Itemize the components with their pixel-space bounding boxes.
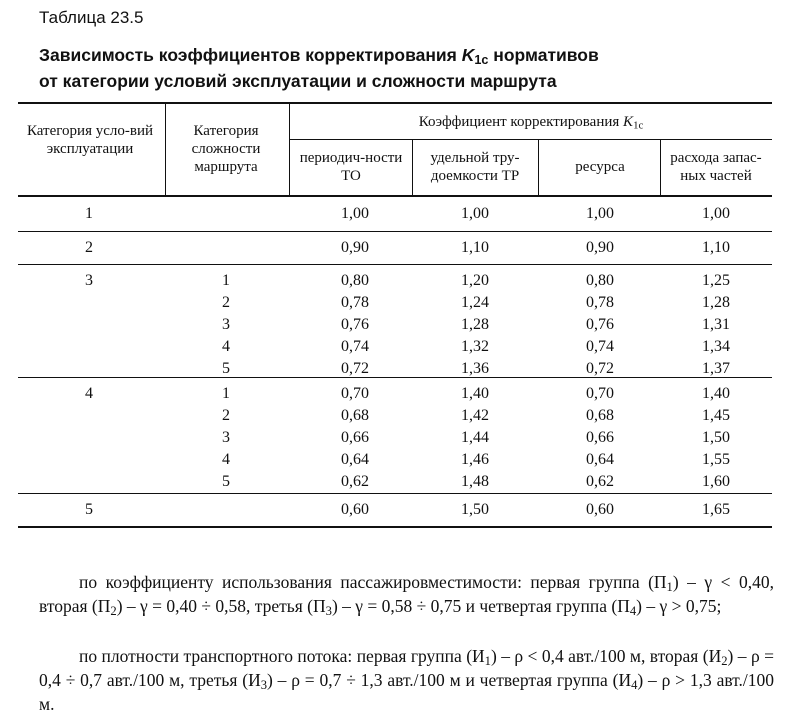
para2-sub-3: 3 — [260, 678, 268, 693]
cell-spare-parts: 1,37 — [702, 360, 730, 377]
cell-spare-parts: 1,40 — [702, 385, 730, 402]
cell-repair-labor: 1,40 — [461, 385, 489, 402]
cell-resource: 0,68 — [586, 407, 614, 424]
cell-resource: 0,80 — [586, 272, 614, 289]
cell-maintenance-frequency: 1,00 — [341, 205, 369, 222]
cell-repair-labor: 1,28 — [461, 316, 489, 333]
row-separator-4 — [18, 493, 772, 494]
header-group-text: Коэффициент корректирования — [418, 114, 624, 130]
cell-repair-labor: 1,32 — [461, 338, 489, 355]
cell-resource: 0,66 — [586, 429, 614, 446]
header-bottom-rule — [18, 195, 772, 197]
cell-resource: 0,60 — [586, 501, 614, 518]
header-spare-parts: расхода запас-ных частей — [670, 150, 762, 184]
cell-resource: 0,90 — [586, 239, 614, 256]
para2-sub-1: 1 — [484, 654, 491, 669]
cell-repair-labor: 1,10 — [461, 239, 489, 256]
cell-operating-category: 3 — [85, 272, 93, 289]
cell-maintenance-frequency: 0,62 — [341, 473, 369, 490]
para1-sub-1: 1 — [666, 580, 673, 595]
para1-text-5: ) – γ > 0,75; — [636, 596, 722, 616]
cell-route-complexity: 1 — [222, 272, 230, 289]
cell-repair-labor: 1,20 — [461, 272, 489, 289]
cell-resource: 0,78 — [586, 294, 614, 311]
cell-route-complexity: 3 — [222, 429, 230, 446]
cell-maintenance-frequency: 0,66 — [341, 429, 369, 446]
cell-resource: 0,62 — [586, 473, 614, 490]
cell-repair-labor: 1,46 — [461, 451, 489, 468]
cell-operating-category: 4 — [85, 385, 93, 402]
cell-maintenance-frequency: 0,60 — [341, 501, 369, 518]
cell-spare-parts: 1,45 — [702, 407, 730, 424]
cell-repair-labor: 1,48 — [461, 473, 489, 490]
cell-repair-labor: 1,42 — [461, 407, 489, 424]
cell-maintenance-frequency: 0,90 — [341, 239, 369, 256]
para1-sub-2: 2 — [110, 604, 117, 619]
cell-spare-parts: 1,28 — [702, 294, 730, 311]
cell-route-complexity: 1 — [222, 385, 230, 402]
cell-maintenance-frequency: 0,72 — [341, 360, 369, 377]
paragraph-capacity-groups — [39, 570, 774, 618]
para1-sub-4: 4 — [629, 604, 637, 619]
title-k-symbol: K — [461, 45, 475, 65]
para1-text-4: ) – γ = 0,58 ÷ 0,75 и четвертая группа (П — [331, 596, 630, 616]
cell-maintenance-frequency: 0,64 — [341, 451, 369, 468]
para2-text-2: ) – ρ < 0,4 авт./100 м, вторая (И — [490, 646, 722, 666]
cell-spare-parts: 1,34 — [702, 338, 730, 355]
title-line2: от категории условий эксплуатации и сложности маршрута — [39, 71, 557, 91]
cell-spare-parts: 1,10 — [702, 239, 730, 256]
cell-resource: 0,76 — [586, 316, 614, 333]
para2-sub-2: 2 — [721, 654, 728, 669]
cell-operating-category: 2 — [85, 239, 93, 256]
cell-maintenance-frequency: 0,78 — [341, 294, 369, 311]
para1-sub-3: 3 — [325, 604, 332, 619]
title-k-subscript: 1c — [474, 53, 489, 68]
cell-operating-category: 1 — [85, 205, 93, 222]
cell-resource: 1,00 — [586, 205, 614, 222]
cell-resource: 0,74 — [586, 338, 614, 355]
cell-maintenance-frequency: 0,68 — [341, 407, 369, 424]
header-resource: ресурса — [575, 159, 625, 175]
header-operating-category: Категория усло-вий эксплуатации — [26, 123, 154, 157]
cell-repair-labor: 1,44 — [461, 429, 489, 446]
cell-route-complexity: 5 — [222, 360, 230, 377]
para1-text-1: по коэффициенту использования пассажировместимости: первая группа (П — [79, 572, 667, 592]
header-maintenance-frequency: периодич-ности ТО — [299, 150, 403, 184]
title-line1-text: Зависимость коэффициентов корректирования — [39, 45, 462, 65]
table-top-rule — [18, 102, 772, 104]
table-caption: Таблица 23.5 — [39, 8, 144, 27]
paragraph-traffic-density-groups — [39, 644, 774, 716]
cell-spare-parts: 1,25 — [702, 272, 730, 289]
header-divider-4 — [538, 140, 539, 196]
header-divider-3 — [412, 140, 413, 196]
cell-resource: 0,72 — [586, 360, 614, 377]
group-header-rule — [289, 139, 772, 140]
cell-operating-category: 5 — [85, 501, 93, 518]
cell-route-complexity: 4 — [222, 451, 230, 468]
para2-text-1: по плотности транспортного потока: первая группа (И — [79, 646, 485, 666]
row-separator-2 — [18, 264, 772, 265]
cell-spare-parts: 1,00 — [702, 205, 730, 222]
row-separator-1 — [18, 231, 772, 232]
header-divider-1 — [165, 103, 166, 196]
table-bottom-rule — [18, 526, 772, 528]
cell-maintenance-frequency: 0,74 — [341, 338, 369, 355]
cell-route-complexity: 5 — [222, 473, 230, 490]
para1-text-3: ) – γ = 0,40 ÷ 0,58, третья (П — [116, 596, 326, 616]
title-line1-end: нормативов — [488, 45, 599, 65]
cell-spare-parts: 1,60 — [702, 473, 730, 490]
cell-resource: 0,70 — [586, 385, 614, 402]
cell-maintenance-frequency: 0,80 — [341, 272, 369, 289]
cell-repair-labor: 1,50 — [461, 501, 489, 518]
header-coefficient-group — [290, 113, 772, 131]
para2-sub-4: 4 — [631, 678, 638, 693]
cell-maintenance-frequency: 0,70 — [341, 385, 369, 402]
header-divider-5 — [660, 140, 661, 196]
cell-maintenance-frequency: 0,76 — [341, 316, 369, 333]
cell-route-complexity: 4 — [222, 338, 230, 355]
cell-spare-parts: 1,55 — [702, 451, 730, 468]
para1-text-2: ) – γ < 0,40, вторая (П — [39, 572, 774, 616]
cell-repair-labor: 1,24 — [461, 294, 489, 311]
cell-route-complexity: 3 — [222, 316, 230, 333]
cell-spare-parts: 1,31 — [702, 316, 730, 333]
para2-text-3: ) – ρ = 0,4 ÷ 0,7 авт./100 м, третья (И — [39, 646, 774, 690]
cell-resource: 0,64 — [586, 451, 614, 468]
cell-route-complexity: 2 — [222, 407, 230, 424]
header-repair-labor: удельной тру-доемкости ТР — [430, 150, 520, 184]
header-k-subscript: 1c — [633, 119, 644, 132]
table-title — [39, 42, 599, 94]
cell-spare-parts: 1,50 — [702, 429, 730, 446]
cell-spare-parts: 1,65 — [702, 501, 730, 518]
cell-repair-labor: 1,00 — [461, 205, 489, 222]
header-route-complexity: Категория сложности маршрута — [191, 123, 261, 175]
para2-text-4: ) – ρ = 0,7 ÷ 1,3 авт./100 м и четвертая группа (И — [267, 670, 632, 690]
cell-repair-labor: 1,36 — [461, 360, 489, 377]
cell-route-complexity: 2 — [222, 294, 230, 311]
para2-text-5: ) – ρ > 1,3 авт./100 м. — [39, 670, 774, 714]
header-k-symbol: K — [623, 114, 634, 130]
